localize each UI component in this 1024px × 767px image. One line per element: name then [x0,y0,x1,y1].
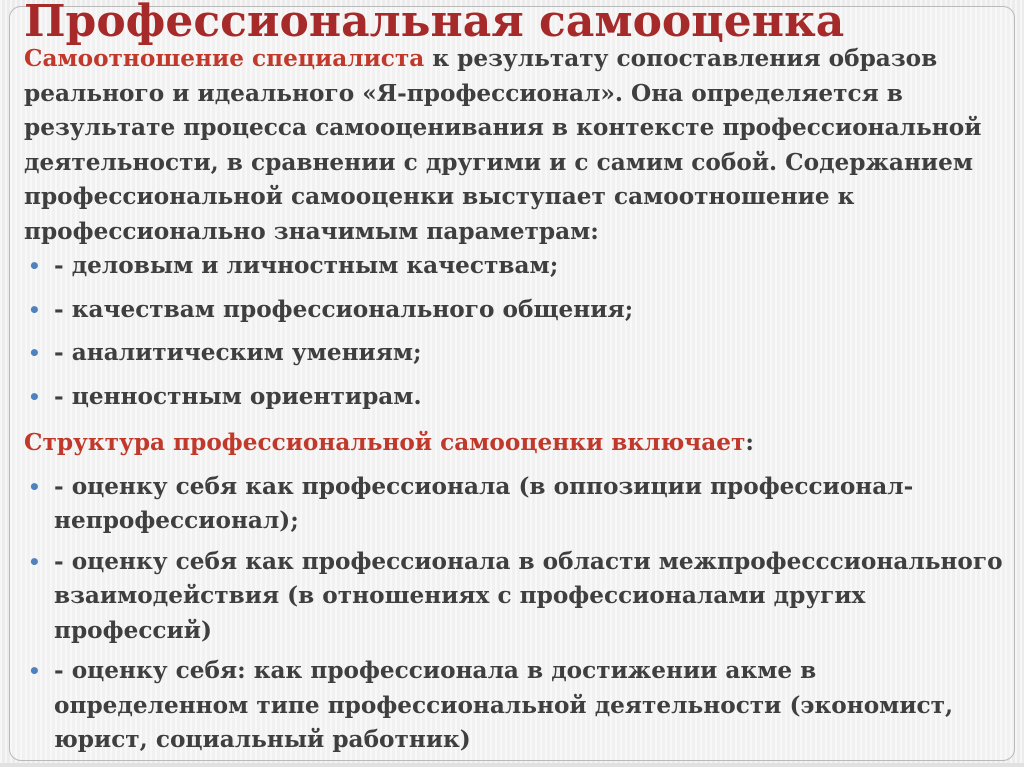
bullet-icon: • [28,549,41,574]
list-item-text: - оценку себя: как профессионала в достижении акме в определенном типе профессиональной деятельности (экономист, юрист, социальный работник) [54,657,954,753]
bottom-strip [0,763,1024,767]
bullet-icon: • [28,659,41,683]
list-item [24,336,1014,371]
list-item-text: - оценку себя как профессионала (в оппозиции профессионал-непрофессионал); [54,472,914,534]
list-item [24,249,1014,284]
intro-paragraph [24,42,1014,249]
parameters-list [24,249,1014,414]
bullet-icon: • [28,254,41,278]
list-item [24,545,1014,649]
list-item [24,293,1014,328]
bullet-icon: • [28,341,41,365]
bullet-icon: • [28,474,41,499]
list-item [24,470,1014,539]
list-item-text: - ценностным ориентирам. [54,382,422,410]
structure-heading-colon: : [745,429,754,456]
structure-list [24,470,1014,758]
bullet-icon: • [28,384,41,409]
list-item [24,654,1014,758]
list-item-text: - аналитическим умениям; [54,339,422,366]
list-item-text: - оценку себя как профессионала в области межпрофесссионального взаимодействия (в отношениях с профессионалами других профессий) [54,547,1003,644]
list-item-text: - качествам профессионального общения; [54,295,634,323]
intro-highlight: Самоотношение специалиста [24,45,425,72]
slide-title: Профессиональная самооценка [24,0,845,47]
structure-heading-text: Структура профессиональной самооценки включает [24,429,746,456]
intro-text: к результату сопоставления образов реального и идеального «Я-профессионал». Она определяется в результате процесса самооценивания в контексте профессиональной деятельности, в сравнении с другими и с самим собой. Содержанием профессиональной самооценки выступает самоотношение к профессионально значимым параметрам: [24,45,982,245]
list-item-text: - деловым и личностным качествам; [54,252,559,279]
slide-body [24,42,1014,764]
structure-heading [24,426,1014,461]
bullet-icon: • [28,297,41,322]
list-item [24,380,1014,415]
